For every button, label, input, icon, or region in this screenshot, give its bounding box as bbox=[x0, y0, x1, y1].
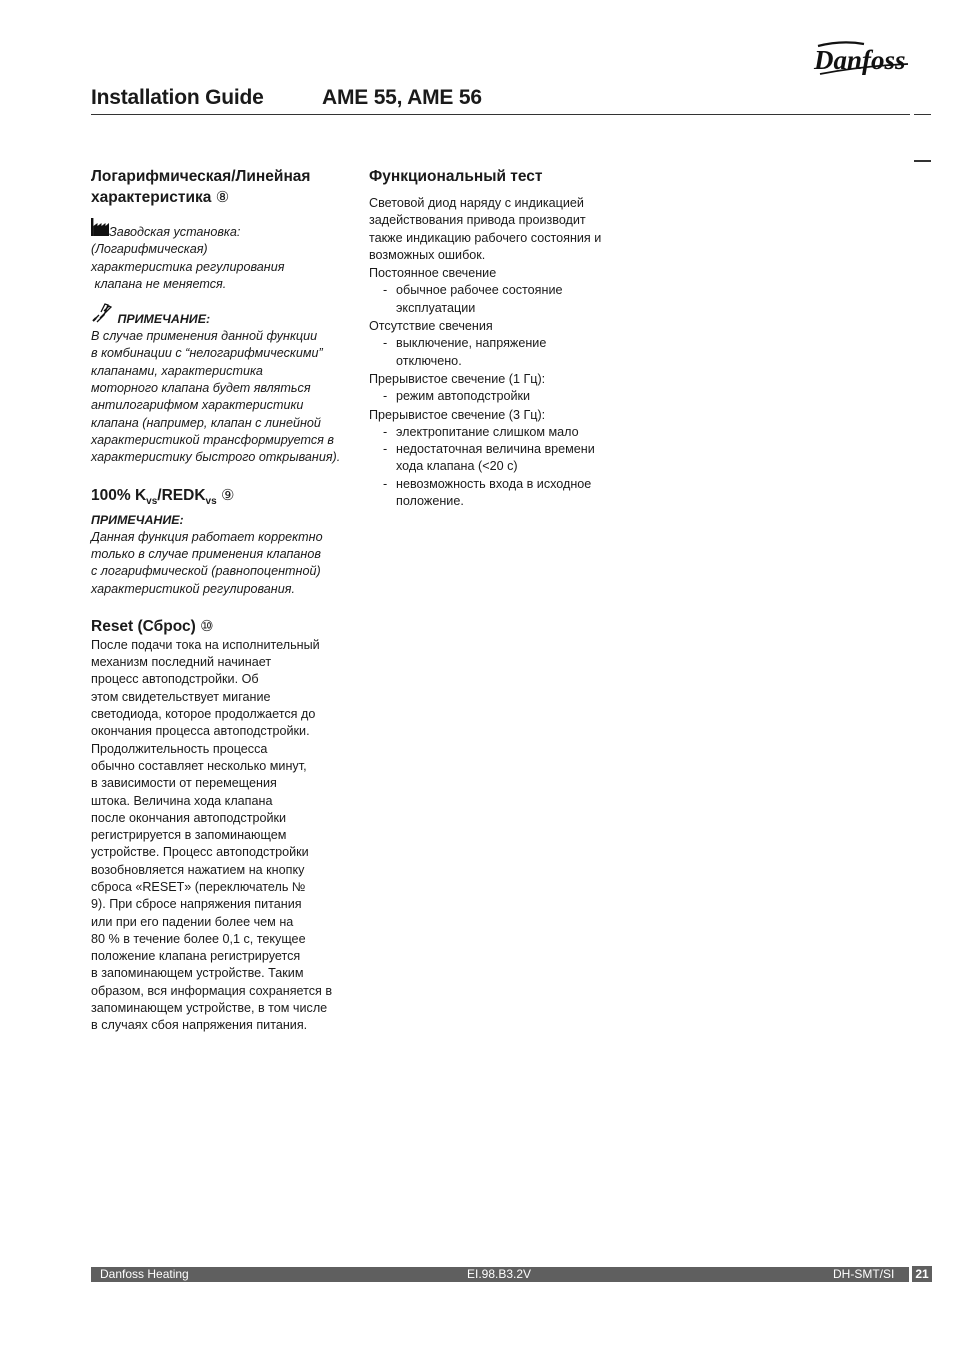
section-number: ⑨ bbox=[220, 486, 235, 504]
led-state-list bbox=[369, 388, 639, 405]
factory-icon bbox=[91, 216, 109, 241]
side-mark bbox=[914, 114, 931, 115]
doc-title: Installation Guide bbox=[91, 86, 264, 109]
danfoss-logo bbox=[812, 38, 912, 78]
list-item: - невозможность входа в исходное положение. bbox=[369, 476, 639, 511]
section-number: ⑧ bbox=[215, 189, 230, 206]
footer-dept: DH-SMT/SI bbox=[833, 1267, 895, 1281]
list-item: - недостаточная величина времени хода клапана (<20 с) bbox=[369, 441, 639, 476]
list-item: - режим автоподстройки bbox=[369, 388, 639, 405]
list-item: - обычное рабочее состояние эксплуатации bbox=[369, 282, 639, 317]
svg-text:Danfoss: Danfoss bbox=[814, 45, 906, 75]
factory-setting: Заводская установка: (Логарифмическая) характеристика регулирования клапана не меняется. bbox=[91, 216, 359, 293]
led-state-label: Постоянное свечение bbox=[369, 266, 497, 281]
product-title: AME 55, AME 56 bbox=[322, 86, 482, 109]
footer-company: Danfoss Heating bbox=[100, 1267, 189, 1281]
left-column bbox=[91, 166, 359, 1035]
led-state-list bbox=[369, 282, 639, 317]
note-text: Данная функция работает корректно только в случае применения клапанов с логарифмической (равнопоцентной) характеристикой регулирования. bbox=[91, 529, 323, 596]
section-kvs-title: 100% $K_{vs}/REDK_{vs}$ ⑨ bbox=[91, 486, 235, 507]
note-heading: ПРИМЕЧАНИЕ: bbox=[91, 301, 359, 328]
footer-doc-code: EI.98.B3.2V bbox=[467, 1267, 532, 1281]
list-item: - электропитание слишком мало bbox=[369, 424, 639, 441]
led-state-list bbox=[369, 335, 639, 370]
led-states bbox=[369, 265, 639, 510]
led-state-list bbox=[369, 424, 639, 510]
section-function-test-title: Функциональный тест bbox=[369, 168, 543, 185]
hand-note-icon bbox=[91, 301, 113, 328]
function-test-intro: Световой диод наряду с индикацией задействования привода производит также индикацию рабочего состояния и возможных ошибок. bbox=[369, 196, 602, 262]
right-column bbox=[369, 166, 639, 510]
page-number: 21 bbox=[912, 1266, 932, 1282]
note-text: В случае применения данной функции в комбинации с “нелогарифмическими” клапанами, характеристика моторного клапана будет являться антилогарифмом характеристики клапана (например, клапан с линейной характеристикой трансформируется в характеристику быстрого открывания). bbox=[91, 329, 341, 465]
led-state-label: Прерывистое свечение (3 Гц): bbox=[369, 407, 546, 422]
section-number: ⑩ bbox=[200, 617, 214, 635]
header-rule bbox=[91, 114, 910, 115]
section-log-lin-title: Логарифмическая/Линейная характеристика ⑧ bbox=[91, 168, 311, 206]
led-state-label: Отсутствие свечения bbox=[369, 319, 493, 334]
side-mark bbox=[914, 160, 931, 162]
reset-text: После подачи тока на исполнительный механизм последний начинает процесс автоподстройки. Об этом свидетельствует мигание светодиода, которое продолжается до окончания процесса автоподстройки. Продолжительность процесса обычно составляет несколько минут, в зависимости от перемещения штока. Величина хода клапана после окончания автоподстройки регистрируется в запоминающем устройстве. Процесс автоподстройки возобновляется нажатием на кнопку сброса «RESET» (переключатель № 9). При сбросе напряжения питания или при его падении более чем на 80 % в течение более 0,1 с, текущее положение клапана регистрируется в запоминающем устройстве. Таким образом, вся информация сохраняется в запоминающем устройстве, в том числе в случаях сбоя напряжения питания. bbox=[91, 637, 333, 1033]
list-item: - выключение, напряжение отключено. bbox=[369, 335, 639, 370]
led-state-label: Прерывистое свечение (1 Гц): bbox=[369, 371, 546, 386]
note-heading: ПРИМЕЧАНИЕ: bbox=[91, 512, 184, 527]
section-reset-title: Reset (Сброс) ⑩ bbox=[91, 617, 214, 635]
